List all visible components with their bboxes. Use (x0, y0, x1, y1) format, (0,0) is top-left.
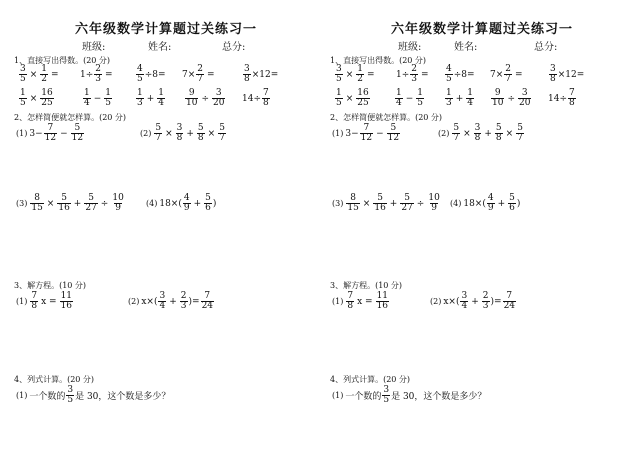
problem-1h: $\frac{1}{3}$ + $\frac{1}{4}$ (446, 88, 474, 109)
problem-1g: $\frac{1}{4}$ − $\frac{1}{5}$ (84, 88, 112, 109)
problem-1h: $\frac{1}{3}$ + $\frac{1}{4}$ (137, 88, 165, 109)
problem-3-2: (2) x×( $\frac{3}{4}$ + $\frac{2}{3}$ )= $\frac{7}{24}$ (430, 291, 516, 312)
problem-1g: $\frac{1}{4}$ − $\frac{1}{5}$ (396, 88, 424, 109)
section-2-heading: 2、怎样简便就怎样算。(20 分) (14, 113, 127, 122)
worksheet-title: 六年级数学计算题过关练习一 (390, 22, 573, 37)
problem-2-4: (4) 18×( $\frac{4}{9}$ + $\frac{5}{6}$ ) (146, 193, 217, 214)
name-label: 姓名: (454, 42, 478, 53)
worksheet-left (10, 0, 322, 453)
class-label: 班级: (82, 42, 106, 53)
problem-3-1: (1) $\frac{7}{8}$ x = $\frac{11}{16}$ (332, 291, 389, 312)
problem-2-4: (4) 18×( $\frac{4}{9}$ + $\frac{5}{6}$ ) (450, 193, 521, 214)
problem-2-2: (2) $\frac{5}{7}$ × $\frac{3}{8}$ + $\frac{5}{8}$ × $\frac{5}{7}$ (438, 123, 523, 144)
problem-4-1: (1) 一个数的 $\frac{3}{5}$ 是 30，这个数是多少？ (16, 385, 171, 406)
section-4-heading: 4、列式计算。(20 分) (330, 375, 411, 384)
problem-1i: $\frac{9}{10}$ ÷ $\frac{3}{20}$ (492, 88, 531, 109)
problem-1a: $\frac{3}{5}$ × $\frac{1}{2}$ = (336, 64, 375, 85)
section-3-heading: 3、解方程。(10 分) (330, 281, 403, 290)
section-1-heading: 1、直接写出得数。(20 分) (14, 56, 111, 65)
problem-2-2: (2) $\frac{5}{7}$ × $\frac{3}{8}$ + $\frac{5}{8}$ × $\frac{5}{7}$ (140, 123, 225, 144)
problem-1c: $\frac{4}{5}$ ÷8= (446, 64, 475, 85)
problem-1e: $\frac{3}{8}$ ×12= (550, 64, 585, 85)
problem-3-1: (1) $\frac{7}{8}$ x = $\frac{11}{16}$ (16, 291, 73, 312)
score-label: 总分: (222, 42, 246, 53)
problem-4-1: (1) 一个数的 $\frac{3}{5}$ 是 30，这个数是多少？ (332, 385, 487, 406)
problem-3-2: (2) x×( $\frac{3}{4}$ + $\frac{2}{3}$ )= $\frac{7}{24}$ (128, 291, 214, 312)
problem-1b: 1÷ $\frac{2}{3}$ = (80, 64, 113, 85)
section-1-heading: 1、直接写出得数。(20 分) (330, 56, 427, 65)
problem-1i: $\frac{9}{10}$ ÷ $\frac{3}{20}$ (186, 88, 225, 109)
name-label: 姓名: (148, 42, 172, 53)
problem-1d: 7× $\frac{2}{7}$ = (490, 64, 523, 85)
worksheet-right (326, 0, 638, 453)
problem-1a: $\frac{3}{5}$ × $\frac{1}{2}$ = (20, 64, 59, 85)
problem-1b: 1÷ $\frac{2}{3}$ = (396, 64, 429, 85)
problem-1j: 14÷ $\frac{7}{8}$ (242, 88, 269, 109)
class-label: 班级: (398, 42, 422, 53)
problem-1j: 14÷ $\frac{7}{8}$ (548, 88, 575, 109)
problem-1c: $\frac{4}{5}$ ÷8= (137, 64, 166, 85)
section-3-heading: 3、解方程。(10 分) (14, 281, 87, 290)
problem-2-1: (1) 3− $\frac{7}{12}$ − $\frac{5}{12}$ (332, 123, 400, 144)
score-label: 总分: (534, 42, 558, 53)
problem-2-1: (1) 3− $\frac{7}{12}$ − $\frac{5}{12}$ (16, 123, 84, 144)
problem-2-3: (3) $\frac{8}{15}$ × $\frac{5}{16}$ + $\frac{5}{27}$ ÷ $\frac{10}{9}$ (16, 193, 124, 214)
worksheet-title: 六年级数学计算题过关练习一 (74, 22, 257, 37)
problem-1e: $\frac{3}{8}$ ×12= (244, 64, 279, 85)
problem-1f: $\frac{1}{5}$ × $\frac{16}{25}$ (20, 88, 53, 109)
problem-1d: 7× $\frac{2}{7}$ = (182, 64, 215, 85)
problem-2-3: (3) $\frac{8}{15}$ × $\frac{5}{16}$ + $\frac{5}{27}$ ÷ $\frac{10}{9}$ (332, 193, 440, 214)
problem-1f: $\frac{1}{5}$ × $\frac{16}{25}$ (336, 88, 369, 109)
section-2-heading: 2、怎样简便就怎样算。(20 分) (330, 113, 443, 122)
section-4-heading: 4、列式计算。(20 分) (14, 375, 95, 384)
